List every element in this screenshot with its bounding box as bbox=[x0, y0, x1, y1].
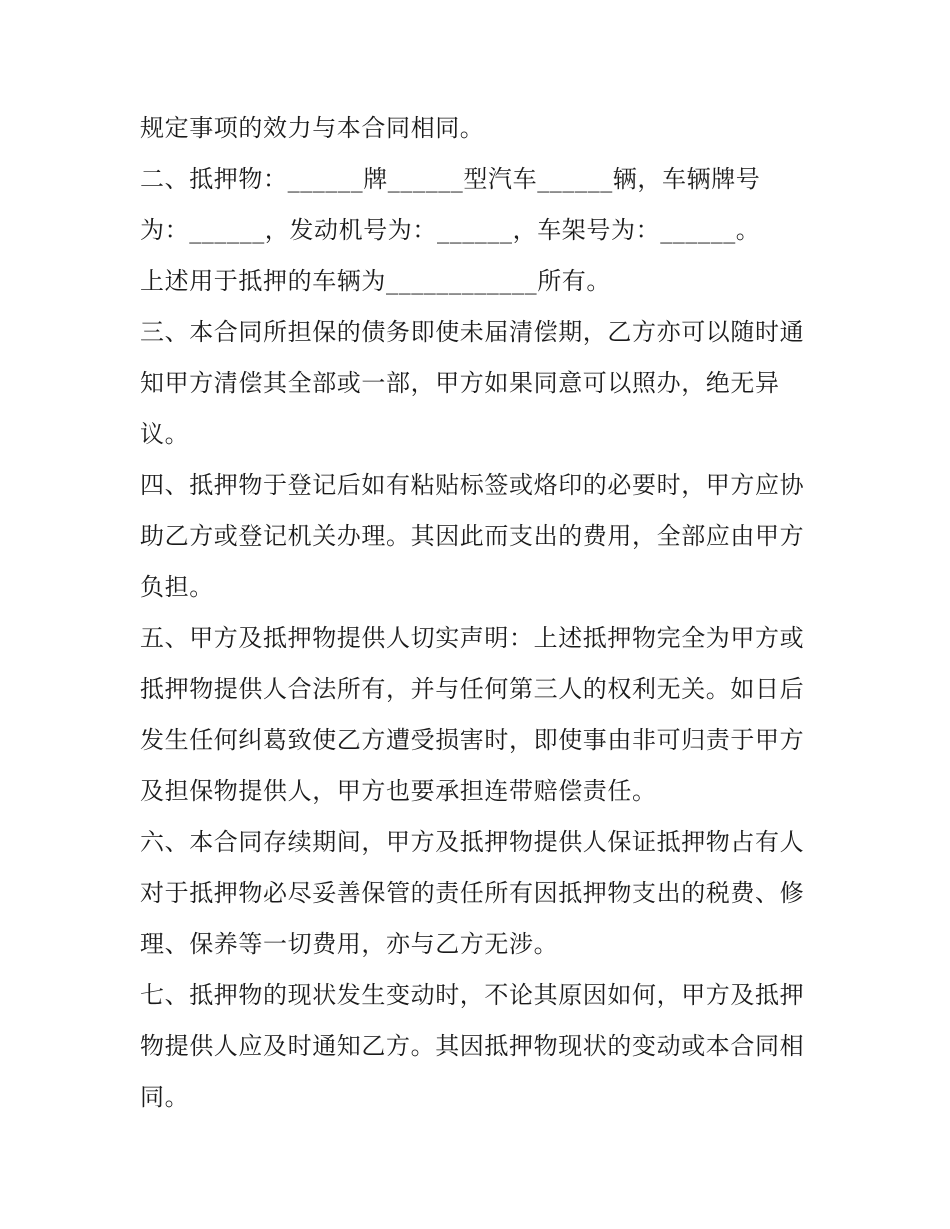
paragraph-line: 发生任何纠葛致使乙方遭受损害时，即使事由非可归责于甲方 bbox=[140, 726, 805, 754]
paragraph-line: 物提供人应及时通知乙方。其因抵押物现状的变动或本合同相 bbox=[140, 1032, 805, 1060]
paragraph-line: 知甲方清偿其全部或一部，甲方如果同意可以照办，绝无异 bbox=[140, 369, 780, 397]
paragraph-line: 规定事项的效力与本合同相同。 bbox=[140, 114, 485, 142]
paragraph-line: 同。 bbox=[140, 1083, 190, 1111]
paragraph-line: 上述用于抵押的车辆为____________所有。 bbox=[140, 267, 611, 295]
paragraph-line: 二、抵押物：______牌______型汽车______辆，车辆牌号 bbox=[140, 165, 761, 193]
paragraph-line: 五、甲方及抵押物提供人切实声明：上述抵押物完全为甲方或 bbox=[140, 624, 805, 652]
paragraph-line: 对于抵押物必尽妥善保管的责任所有因抵押物支出的税费、修 bbox=[140, 879, 805, 907]
paragraph-line: 及担保物提供人，甲方也要承担连带赔偿责任。 bbox=[140, 777, 657, 805]
paragraph-line: 理、保养等一切费用，亦与乙方无涉。 bbox=[140, 930, 559, 958]
paragraph-line: 四、抵押物于登记后如有粘贴标签或烙印的必要时，甲方应协 bbox=[140, 471, 805, 499]
paragraph-line: 为：______，发动机号为：______，车架号为：______。 bbox=[140, 216, 761, 244]
paragraph-line: 负担。 bbox=[140, 573, 214, 601]
paragraph-line: 七、抵押物的现状发生变动时，不论其原因如何，甲方及抵押 bbox=[140, 981, 805, 1009]
paragraph-line: 议。 bbox=[140, 420, 190, 448]
paragraph-line: 抵押物提供人合法所有，并与任何第三人的权利无关。如日后 bbox=[140, 675, 805, 703]
paragraph-line: 六、本合同存续期间，甲方及抵押物提供人保证抵押物占有人 bbox=[140, 828, 805, 856]
paragraph-line: 助乙方或登记机关办理。其因此而支出的费用，全部应由甲方 bbox=[140, 522, 805, 550]
paragraph-line: 三、本合同所担保的债务即使未届清偿期，乙方亦可以随时通 bbox=[140, 318, 805, 346]
